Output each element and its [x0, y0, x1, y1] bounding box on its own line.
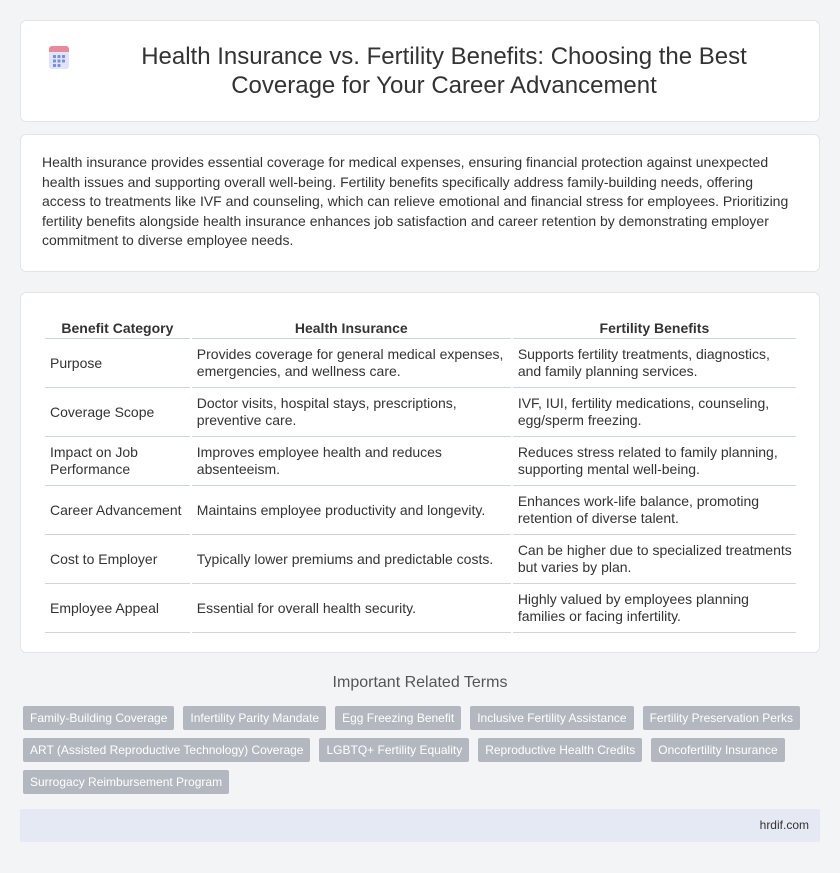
summary-card: [20, 134, 820, 272]
row-category: Career Advancement: [45, 486, 190, 535]
table-row: [45, 339, 796, 388]
page-title: Health Insurance vs. Fertility Benefits: Choosing the Best Coverage for Your Career Advancement: [141, 43, 747, 99]
row-category: Cost to Employer: [45, 535, 190, 584]
term-tag[interactable]: Family-Building Coverage: [23, 706, 174, 730]
fertility-benefits-cell: IVF, IUI, fertility medications, counseling, egg/sperm freezing.: [513, 388, 796, 437]
related-terms-list: [23, 706, 823, 794]
document-icon: [45, 43, 73, 71]
health-insurance-cell: Provides coverage for general medical expenses, emergencies, and wellness care.: [192, 339, 511, 388]
health-insurance-cell: Improves employee health and reduces absenteeism.: [192, 437, 511, 486]
header-fertility-benefits: Fertility Benefits: [513, 313, 796, 339]
term-tag[interactable]: Oncofertility Insurance: [651, 738, 784, 762]
row-category: Impact on Job Performance: [45, 437, 190, 486]
term-tag[interactable]: LGBTQ+ Fertility Equality: [319, 738, 469, 762]
fertility-benefits-cell: Can be higher due to specialized treatments but varies by plan.: [513, 535, 796, 584]
fertility-benefits-cell: Enhances work-life balance, promoting retention of diverse talent.: [513, 486, 796, 535]
table-row: [45, 437, 796, 486]
term-tag[interactable]: Fertility Preservation Perks: [643, 706, 800, 730]
header-health-insurance: Health Insurance: [192, 313, 511, 339]
table-row: [45, 388, 796, 437]
footer: [20, 809, 820, 842]
term-tag[interactable]: Egg Freezing Benefit: [335, 706, 461, 730]
footer-site-link[interactable]: hrdif.com: [759, 818, 809, 832]
table-row: [45, 535, 796, 584]
fertility-benefits-cell: Highly valued by employees planning families or facing infertility.: [513, 584, 796, 633]
fertility-benefits-cell: Supports fertility treatments, diagnostics, and family planning services.: [513, 339, 796, 388]
row-category: Employee Appeal: [45, 584, 190, 633]
health-insurance-cell: Typically lower premiums and predictable costs.: [192, 535, 511, 584]
health-insurance-cell: Maintains employee productivity and longevity.: [192, 486, 511, 535]
table-header-row: [45, 313, 796, 339]
term-tag[interactable]: ART (Assisted Reproductive Technology) Coverage: [23, 738, 310, 762]
comparison-table: [43, 313, 798, 633]
row-category: Purpose: [45, 339, 190, 388]
related-terms-heading: Important Related Terms: [332, 674, 508, 691]
health-insurance-cell: Doctor visits, hospital stays, prescriptions, preventive care.: [192, 388, 511, 437]
table-row: [45, 584, 796, 633]
row-category: Coverage Scope: [45, 388, 190, 437]
table-row: [45, 486, 796, 535]
title-card: [20, 20, 820, 122]
summary-paragraph: Health insurance provides essential coverage for medical expenses, ensuring financial protection against unexpected health issues and supporting overall well-being. Fertility benefits specifically address family-building needs, offering access to treatments like IVF and counseling, which can relieve emotional and financial stress for employees. Prioritizing fertility benefits alongside health insurance enhances job satisfaction and career retention by demonstrating employer commitment to diverse employee needs.: [42, 154, 789, 249]
term-tag[interactable]: Surrogacy Reimbursement Program: [23, 770, 229, 794]
term-tag[interactable]: Infertility Parity Mandate: [183, 706, 326, 730]
health-insurance-cell: Essential for overall health security.: [192, 584, 511, 633]
term-tag[interactable]: Reproductive Health Credits: [478, 738, 642, 762]
term-tag[interactable]: Inclusive Fertility Assistance: [470, 706, 633, 730]
comparison-table-card: [20, 292, 820, 653]
header-benefit-category: Benefit Category: [45, 313, 190, 339]
fertility-benefits-cell: Reduces stress related to family planning, supporting mental well-being.: [513, 437, 796, 486]
